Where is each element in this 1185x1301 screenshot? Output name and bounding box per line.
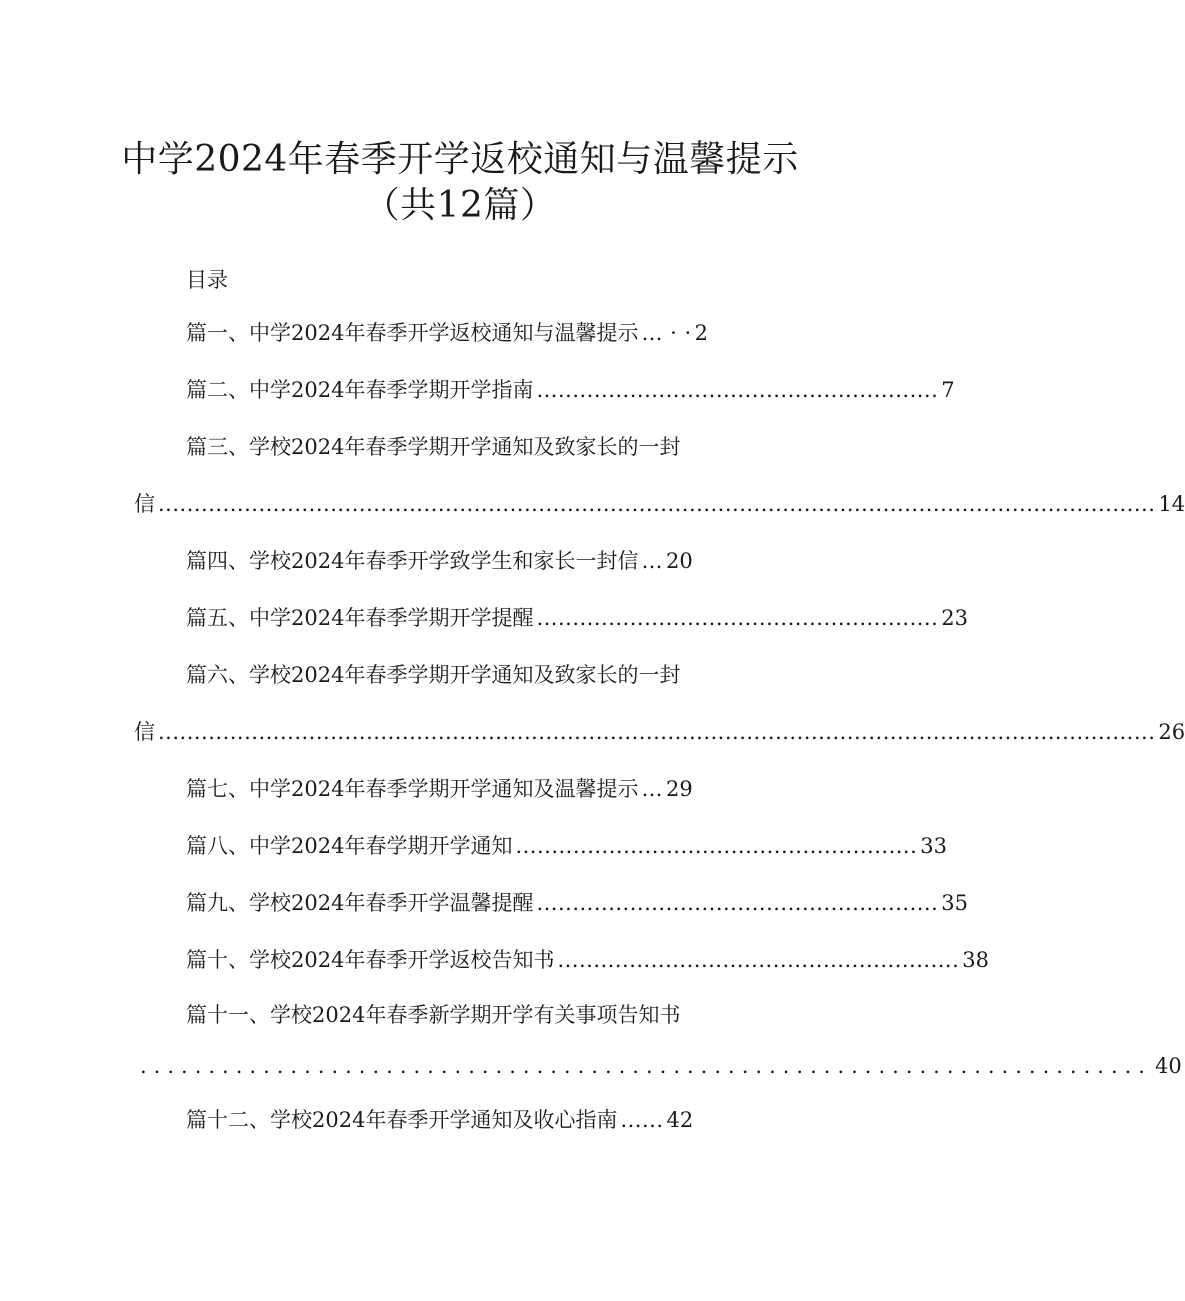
toc-leader: ........................................................: [536, 378, 939, 402]
toc-entry-label: 篇十一、学校2024年春季新学期开学有关事项告知书: [186, 1003, 681, 1027]
toc-page-number: 2: [694, 321, 709, 345]
toc-page-number: 20: [665, 549, 693, 573]
toc-page-number: 33: [920, 834, 948, 858]
toc-entry-7[interactable]: [186, 774, 726, 804]
toc-entry-label: 篇八、中学2024年春学期开学通知: [186, 834, 513, 858]
toc-entry-12[interactable]: [186, 1105, 726, 1135]
document-title: 中学2024年春季开学返校通知与温馨提示: [121, 139, 799, 180]
toc-entry-9[interactable]: [186, 888, 969, 918]
toc-leader: ..........................................................................: [140, 1054, 1152, 1078]
toc-entry-5[interactable]: [186, 603, 969, 633]
toc-entry-label: 篇一、中学2024年春季开学返校通知与温馨提示: [186, 321, 639, 345]
toc-entry-11[interactable]: [186, 1000, 680, 1030]
toc-entry-label: 篇五、中学2024年春季学期开学提醒: [186, 606, 534, 630]
toc-leader: ...........................................................................................................................................: [158, 720, 1156, 744]
toc-page-number: 14: [1158, 492, 1185, 516]
toc-entry-8[interactable]: [186, 831, 948, 861]
toc-leader: … · ·: [641, 321, 692, 345]
toc-leader: ...........................................................................................................................................: [158, 492, 1156, 516]
toc-leader: ........................................................: [515, 834, 918, 858]
toc-page-number: 35: [941, 891, 969, 915]
toc-entry-6-continuation[interactable]: [134, 717, 1185, 747]
toc-entry-label: 篇九、学校2024年春季开学温馨提醒: [186, 891, 534, 915]
toc-entry-1[interactable]: [186, 318, 758, 348]
toc-leader: ........................................................: [536, 891, 939, 915]
toc-page-number: 26: [1158, 720, 1185, 744]
toc-entry-3[interactable]: [186, 432, 680, 462]
toc-entry-10[interactable]: [186, 945, 990, 975]
toc-entry-label-continuation: 信: [134, 492, 155, 516]
toc-page-number: 29: [665, 777, 693, 801]
toc-entry-label: 篇十二、学校2024年春季开学通知及收心指南: [186, 1108, 618, 1132]
toc-page-number: 40: [1154, 1054, 1182, 1078]
toc-entry-label: 篇十、学校2024年春季开学返校告知书: [186, 948, 555, 972]
toc-page-number: 7: [941, 378, 955, 402]
toc-entry-label: 篇四、学校2024年春季开学致学生和家长一封信: [186, 549, 639, 573]
document-subtitle: （共12篇）: [363, 185, 557, 226]
toc-heading: 目录: [186, 268, 228, 292]
toc-entry-label: 篇三、学校2024年春季学期开学通知及致家长的一封: [186, 435, 681, 459]
toc-leader: ......: [620, 1108, 664, 1132]
toc-page-number: 38: [962, 948, 990, 972]
toc-entry-4[interactable]: [186, 546, 726, 576]
toc-entry-label: 篇七、中学2024年春季学期开学通知及温馨提示: [186, 777, 639, 801]
toc-page-number: 23: [941, 606, 969, 630]
toc-entry-label: 篇六、学校2024年春季学期开学通知及致家长的一封: [186, 663, 681, 687]
toc-entry-3-continuation[interactable]: [134, 489, 1185, 519]
toc-page-number: 42: [666, 1108, 694, 1132]
toc-leader: ........................................................: [536, 606, 939, 630]
toc-entry-label: 篇二、中学2024年春季学期开学指南: [186, 378, 534, 402]
toc-entry-11-continuation[interactable]: [140, 1051, 1182, 1081]
toc-entry-2[interactable]: [186, 375, 955, 405]
toc-leader: …: [641, 549, 663, 573]
toc-entry-label-continuation: 信: [134, 720, 155, 744]
toc-entry-6[interactable]: [186, 660, 680, 690]
toc-leader: …: [641, 777, 663, 801]
toc-leader: ........................................................: [557, 948, 960, 972]
